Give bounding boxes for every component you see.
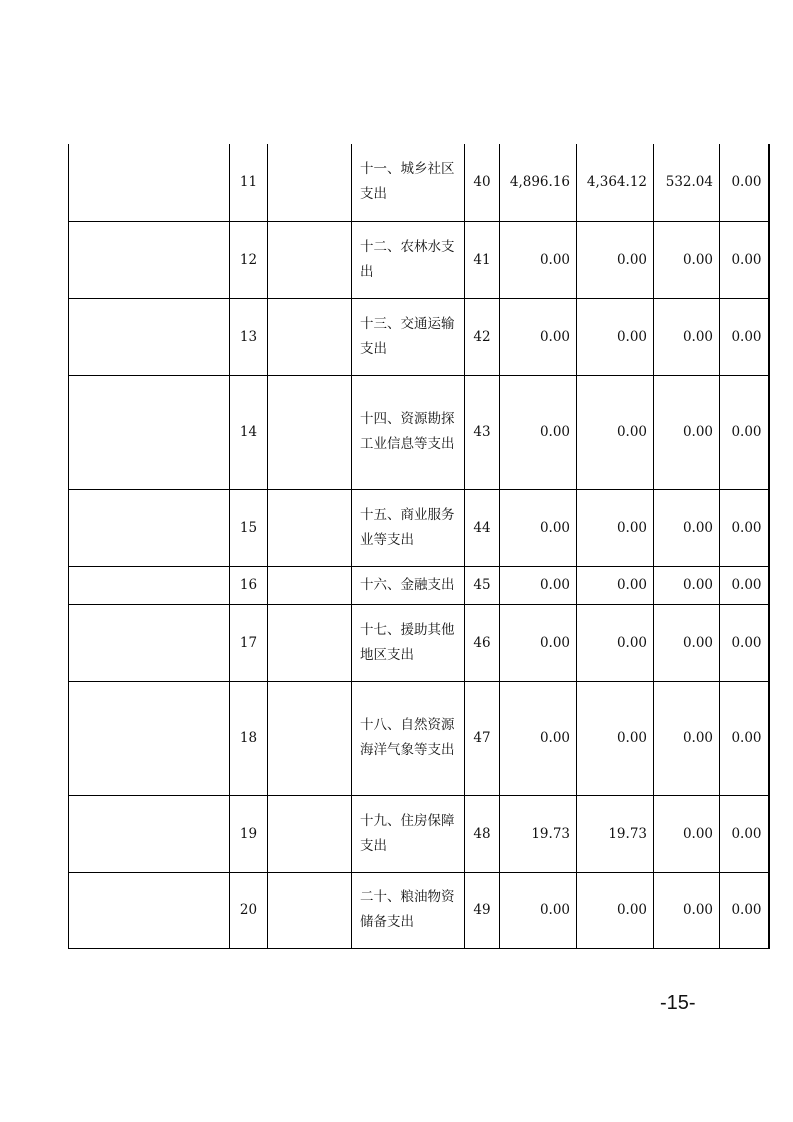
row-index: 14 (230, 375, 268, 489)
table-row (69, 795, 769, 872)
expenditure-item: 十五、商业服务业等支出 (352, 489, 465, 566)
value-cell: 0.00 (720, 221, 769, 298)
expenditure-item: 十四、资源勘探工业信息等支出 (352, 375, 465, 489)
value-cell: 4,364.12 (577, 144, 654, 221)
line-code: 44 (465, 489, 500, 566)
row-index: 16 (230, 566, 268, 604)
value-cell: 0.00 (577, 489, 654, 566)
value-cell: 19.73 (500, 795, 577, 872)
value-cell: 0.00 (654, 566, 720, 604)
value-cell: 0.00 (654, 795, 720, 872)
table-row (69, 681, 769, 795)
line-code: 45 (465, 566, 500, 604)
value-cell: 0.00 (500, 604, 577, 681)
value-cell: 0.00 (720, 375, 769, 489)
row-index: 17 (230, 604, 268, 681)
blank-cell (268, 144, 352, 221)
value-cell: 0.00 (500, 221, 577, 298)
value-cell: 0.00 (500, 872, 577, 948)
blank-cell (69, 872, 230, 948)
blank-cell (268, 604, 352, 681)
table-row (69, 144, 769, 221)
blank-cell (268, 681, 352, 795)
line-code: 40 (465, 144, 500, 221)
blank-cell (69, 375, 230, 489)
blank-cell (268, 566, 352, 604)
value-cell: 532.04 (654, 144, 720, 221)
expenditure-item: 十八、自然资源海洋气象等支出 (352, 681, 465, 795)
value-cell: 0.00 (500, 298, 577, 375)
table-row (69, 566, 769, 604)
blank-cell (268, 872, 352, 948)
value-cell: 0.00 (720, 298, 769, 375)
blank-cell (69, 144, 230, 221)
blank-cell (69, 221, 230, 298)
value-cell: 0.00 (720, 489, 769, 566)
value-cell: 0.00 (720, 144, 769, 221)
value-cell: 0.00 (720, 681, 769, 795)
table-row (69, 221, 769, 298)
row-index: 11 (230, 144, 268, 221)
value-cell: 0.00 (720, 604, 769, 681)
line-code: 46 (465, 604, 500, 681)
value-cell: 0.00 (654, 221, 720, 298)
value-cell: 0.00 (577, 298, 654, 375)
table-row (69, 375, 769, 489)
table-row (69, 298, 769, 375)
value-cell: 0.00 (500, 375, 577, 489)
blank-cell (69, 681, 230, 795)
value-cell: 0.00 (577, 872, 654, 948)
line-code: 41 (465, 221, 500, 298)
blank-cell (268, 221, 352, 298)
row-index: 19 (230, 795, 268, 872)
blank-cell (268, 795, 352, 872)
line-code: 49 (465, 872, 500, 948)
row-index: 18 (230, 681, 268, 795)
value-cell: 0.00 (654, 604, 720, 681)
value-cell: 0.00 (577, 375, 654, 489)
expenditure-table-wrapper (68, 144, 768, 949)
value-cell: 0.00 (654, 375, 720, 489)
row-index: 13 (230, 298, 268, 375)
blank-cell (268, 375, 352, 489)
blank-cell (268, 298, 352, 375)
expenditure-item: 十一、城乡社区支出 (352, 144, 465, 221)
value-cell: 0.00 (577, 681, 654, 795)
value-cell: 0.00 (654, 681, 720, 795)
value-cell: 0.00 (500, 566, 577, 604)
expenditure-item: 十六、金融支出 (352, 566, 465, 604)
blank-cell (69, 298, 230, 375)
blank-cell (69, 795, 230, 872)
table-row (69, 489, 769, 566)
value-cell: 0.00 (654, 872, 720, 948)
table-row (69, 604, 769, 681)
value-cell: 0.00 (500, 489, 577, 566)
value-cell: 19.73 (577, 795, 654, 872)
value-cell: 0.00 (577, 566, 654, 604)
table-row (69, 872, 769, 948)
blank-cell (69, 566, 230, 604)
line-code: 42 (465, 298, 500, 375)
row-index: 12 (230, 221, 268, 298)
expenditure-table (68, 144, 770, 949)
value-cell: 0.00 (654, 489, 720, 566)
row-index: 20 (230, 872, 268, 948)
expenditure-item: 十七、援助其他地区支出 (352, 604, 465, 681)
page-number: -15- (660, 992, 696, 1014)
expenditure-item: 十九、住房保障支出 (352, 795, 465, 872)
blank-cell (268, 489, 352, 566)
value-cell: 0.00 (577, 604, 654, 681)
value-cell: 0.00 (720, 872, 769, 948)
expenditure-item: 二十、粮油物资储备支出 (352, 872, 465, 948)
line-code: 43 (465, 375, 500, 489)
value-cell: 0.00 (720, 795, 769, 872)
line-code: 47 (465, 681, 500, 795)
value-cell: 0.00 (500, 681, 577, 795)
value-cell: 0.00 (577, 221, 654, 298)
blank-cell (69, 489, 230, 566)
value-cell: 0.00 (654, 298, 720, 375)
row-index: 15 (230, 489, 268, 566)
expenditure-item: 十二、农林水支出 (352, 221, 465, 298)
value-cell: 4,896.16 (500, 144, 577, 221)
value-cell: 0.00 (720, 566, 769, 604)
expenditure-item: 十三、交通运输支出 (352, 298, 465, 375)
line-code: 48 (465, 795, 500, 872)
blank-cell (69, 604, 230, 681)
